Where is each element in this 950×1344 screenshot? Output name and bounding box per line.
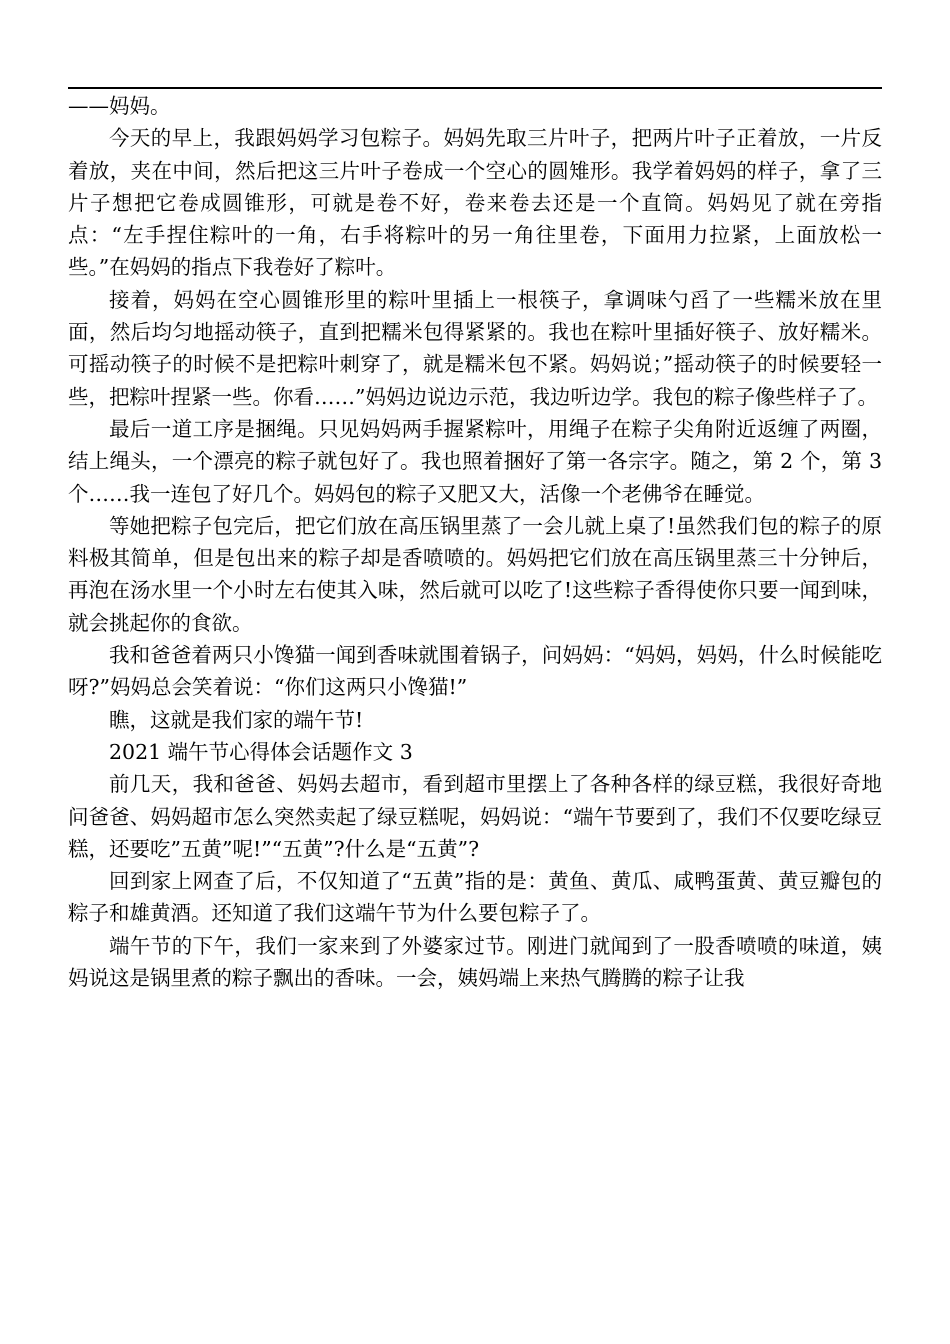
paragraph-closing-signature: ——妈妈。 [68,94,171,118]
header-rule [68,87,882,89]
paragraph-steaming: 等她把粽子包完后，把它们放在高压锅里蒸了一会儿就上桌了!虽然我们包的粽子的原料极其简单，但是包出来的粽子却是香喷喷的。妈妈把它们放在高压锅里蒸三十分钟后，再泡在汤水里一个小时左右使其入味，然后就可以吃了!这些粽子香得使你只要一闻到味，就会挑起你的食欲。 [68,513,882,635]
paragraph-leaf-folding: 今天的早上，我跟妈妈学习包粽子。妈妈先取三片叶子，把两片叶子正着放，一片反着放，夹在中间，然后把这三片叶子卷成一个空心的圆雉形。我学着妈妈的样子，拿了三片子想把它卷成圆锥形，可就是卷不好，卷来卷去还是一个直筒。妈妈见了就在旁指点：“左手捏住粽叶的一角，右手将粽叶的另一角往里卷，下面用力拉紧，上面放松一些。”在妈妈的指点下我卷好了粽叶。 [68,126,882,280]
document-body [68,90,882,994]
paragraph-our-festival: 瞧，这就是我们家的端午节! [109,707,364,732]
essay-heading: 2021 端午节心得体会话题作文 3 [109,739,413,764]
paragraph-little-gluttons: 我和爸爸着两只小馋猫一闻到香味就围着锅子，问妈妈：“妈妈，妈妈，什么时候能吃呀?”妈妈总会笑着说：“你们这两只小馋猫!” [68,643,882,700]
paragraph-grandma-house: 端午节的下午，我们一家来到了外婆家过节。刚进门就闻到了一股香喷喷的味道，姨妈说这是锅里煮的粽子飘出的香味。一会，姨妈端上来热气腾腾的粽子让我 [68,933,882,991]
paragraph-filling-rice: 接着，妈妈在空心圆锥形里的粽叶里插上一根筷子，拿调味勺舀了一些糯米放在里面，然后均匀地摇动筷子，直到把糯米包得紧紧的。我也在粽叶里插好筷子、放好糯米。可摇动筷子的时候不是把粽叶刺穿了，就是糯米包不紧。妈妈说；”摇动筷子的时候要轻一些，把粽叶捏紧一些。你看……”妈妈边说边示范，我边听边学。我包的粽子像些样子了。 [68,287,882,409]
paragraph-five-yellows: 回到家上网查了后，不仅知道了“五黄”指的是：黄鱼、黄瓜、咸鸭蛋黄、黄豆瓣包的粽子和雄黄酒。还知道了我们这端午节为什么要包粽子了。 [68,869,882,926]
paragraph-supermarket: 前几天，我和爸爸、妈妈去超市，看到超市里摆上了各种各样的绿豆糕，我很好奇地问爸爸、妈妈超市怎么突然卖起了绿豆糕呢，妈妈说：“端午节要到了，我们不仅要吃绿豆糕，还要吃”五黄”呢!”“五黄”?什么是“五黄”? [68,772,882,861]
paragraph-tying-rope: 最后一道工序是捆绳。只见妈妈两手握紧粽叶，用绳子在粽子尖角附近返缠了两圈，结上绳头，一个漂亮的粽子就包好了。我也照着捆好了第一各宗字。随之，第 2 个，第 3 个……我一连包了好几个。妈妈包的粽子又肥又大，活像一个老佛爷在睡觉。 [68,416,882,506]
